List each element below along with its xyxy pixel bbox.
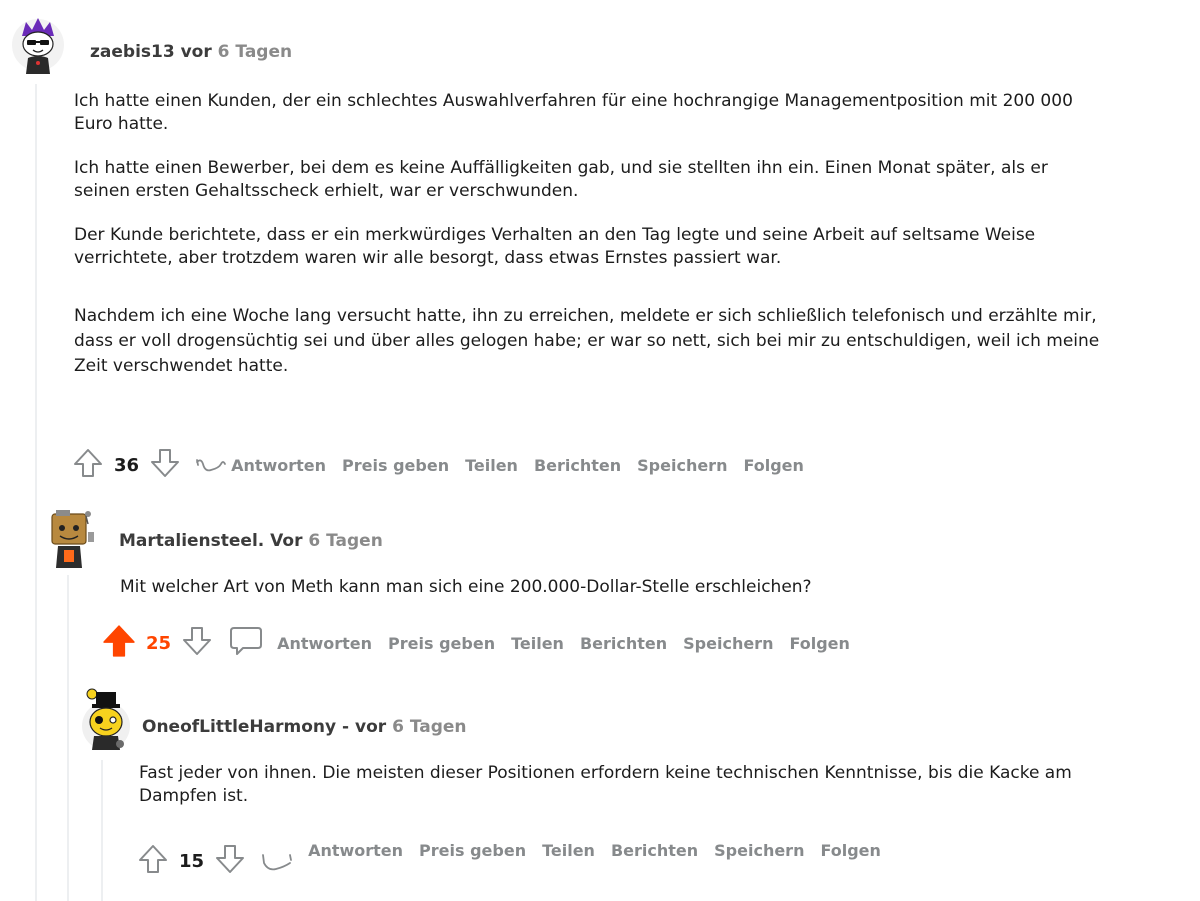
upvote-arrow-icon[interactable]	[137, 843, 169, 879]
username-link[interactable]: Martaliensteel.	[119, 531, 265, 551]
comment-action-bar	[102, 625, 866, 661]
save-button[interactable]: Speichern	[637, 455, 728, 475]
vote-score: 25	[146, 632, 172, 654]
share-button[interactable]: Teilen	[465, 455, 518, 475]
downvote-arrow-icon[interactable]	[214, 843, 246, 879]
downvote-arrow-icon[interactable]	[149, 447, 181, 483]
reply-squiggle-icon[interactable]	[260, 851, 294, 877]
give-award-button[interactable]: Preis geben	[419, 840, 527, 860]
reply-button[interactable]: Antworten	[277, 633, 373, 653]
report-button[interactable]: Berichten	[533, 455, 622, 475]
vote-score: 15	[179, 850, 205, 872]
username-link[interactable]: zaebis13	[90, 42, 175, 62]
comment-action-bar	[137, 840, 897, 878]
follow-button[interactable]: Folgen	[820, 840, 881, 860]
reply-button[interactable]: Antworten	[231, 455, 327, 475]
upvote-arrow-icon[interactable]	[102, 624, 136, 662]
comment-paragraph: Fast jeder von ihnen. Die meisten dieser Positionen erfordern keine technischen Kenntnisse, bis die Kacke am Dampfen ist.	[139, 763, 1072, 806]
comment-paragraph: Mit welcher Art von Meth kann man sich eine 200.000-Dollar-Stelle erschleichen?	[120, 577, 812, 597]
comment-paragraph: Nachdem ich eine Woche lang versucht hatte, ihn zu erreichen, meldete er sich schließlich telefonisch und erzählte mir, dass er voll drogensüchtig sei und über alles gelogen habe; er war so nett, sich bei mir zu entschuldigen, weil ich meine Zeit verschwendet hatte.	[74, 306, 1100, 376]
time-prefix: Vor	[270, 531, 303, 551]
vote-score: 36	[114, 454, 140, 476]
timestamp-link[interactable]: 6 Tagen	[392, 717, 467, 737]
comment-meta	[142, 717, 467, 737]
avatar-martaliensteel[interactable]	[44, 506, 98, 570]
save-button[interactable]: Speichern	[714, 840, 805, 860]
share-button[interactable]: Teilen	[542, 840, 595, 860]
timestamp-link[interactable]: 6 Tagen	[308, 531, 383, 551]
timestamp-link[interactable]: 6 Tagen	[217, 42, 293, 62]
comment-paragraph: Der Kunde berichtete, dass er ein merkwürdiges Verhalten an den Tag legte und seine Arbeit auf seltsame Weise verrichtete, aber trotzdem waren wir alle besorgt, dass etwas Ernstes passiert war.	[74, 225, 1036, 268]
follow-button[interactable]: Folgen	[789, 633, 850, 653]
comment-action-bar	[72, 448, 820, 482]
robot-avatar-icon	[44, 506, 98, 570]
comment-paragraph: Ich hatte einen Kunden, der ein schlechtes Auswahlverfahren für eine hochrangige Managementposition mit 200 000 Euro hatte.	[74, 91, 1073, 134]
report-button[interactable]: Berichten	[579, 633, 668, 653]
share-button[interactable]: Teilen	[511, 633, 564, 653]
time-prefix: vor	[355, 717, 387, 737]
give-award-button[interactable]: Preis geben	[388, 633, 496, 653]
comment-meta	[119, 531, 383, 551]
reply-squiggle-icon[interactable]	[195, 456, 227, 480]
time-prefix: vor	[180, 42, 212, 62]
downvote-arrow-icon[interactable]	[181, 625, 213, 661]
top-hat-snoo-avatar-icon	[80, 686, 132, 752]
thread-line-level-1[interactable]	[35, 84, 37, 901]
avatar-oneoflittleharmony[interactable]	[80, 686, 132, 752]
thread-line-level-2[interactable]	[67, 575, 69, 901]
comment-paragraph: Ich hatte einen Bewerber, bei dem es keine Auffälligkeiten gab, und sie stellten ihn ein. Einen Monat später, als er seinen ersten Gehaltsscheck erhielt, war er verschwunden.	[74, 158, 1048, 201]
reply-button[interactable]: Antworten	[308, 840, 404, 860]
avatar-zaebis13[interactable]	[10, 14, 66, 76]
save-button[interactable]: Speichern	[683, 633, 774, 653]
report-button[interactable]: Berichten	[610, 840, 699, 860]
thread-line-level-3[interactable]	[101, 760, 103, 901]
give-award-button[interactable]: Preis geben	[342, 455, 450, 475]
upvote-arrow-icon[interactable]	[72, 447, 104, 483]
snoo-avatar-icon	[10, 14, 66, 76]
speech-bubble-icon[interactable]	[229, 625, 263, 661]
username-link[interactable]: OneofLittleHarmony -	[142, 717, 350, 737]
follow-button[interactable]: Folgen	[743, 455, 804, 475]
comment-meta	[90, 42, 292, 62]
